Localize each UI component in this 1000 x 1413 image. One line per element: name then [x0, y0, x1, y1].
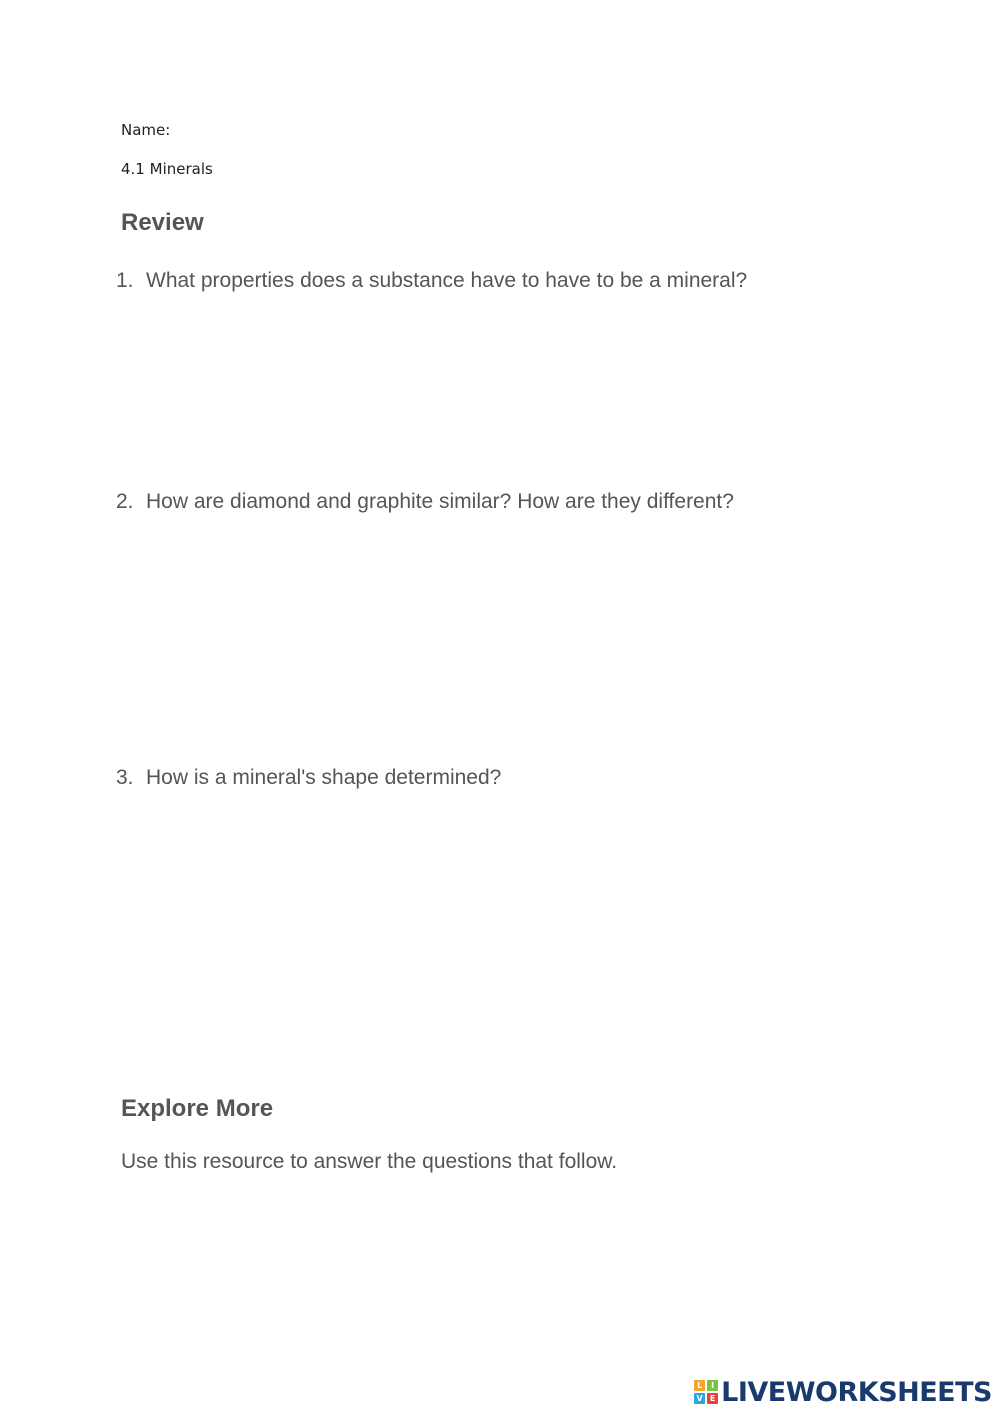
question-text: How is a mineral's shape determined? — [146, 766, 502, 789]
explore-instruction: Use this resource to answer the questions that follow. — [121, 1150, 618, 1173]
logo-letter: L — [694, 1380, 705, 1391]
question-text: How are diamond and graphite similar? How are they different? — [146, 490, 734, 513]
logo-letter: E — [707, 1393, 718, 1404]
brand-text: LIVEWORKSHEETS — [721, 1376, 992, 1408]
liveworksheets-logo — [694, 1377, 992, 1407]
brand-logo-icon — [694, 1380, 718, 1404]
explore-more-heading: Explore More — [121, 1095, 274, 1122]
name-label: Name: — [121, 121, 171, 139]
question-text: What properties does a substance have to have to be a mineral? — [146, 269, 748, 292]
question-1 — [116, 269, 747, 293]
review-heading: Review — [121, 209, 204, 236]
question-3 — [116, 766, 501, 790]
logo-letter: I — [707, 1380, 718, 1391]
question-2 — [116, 490, 734, 514]
question-number: 3. — [116, 766, 134, 789]
logo-letter: V — [694, 1393, 705, 1404]
question-number: 2. — [116, 490, 134, 513]
question-number: 1. — [116, 269, 134, 292]
lesson-title: 4.1 Minerals — [121, 160, 213, 178]
